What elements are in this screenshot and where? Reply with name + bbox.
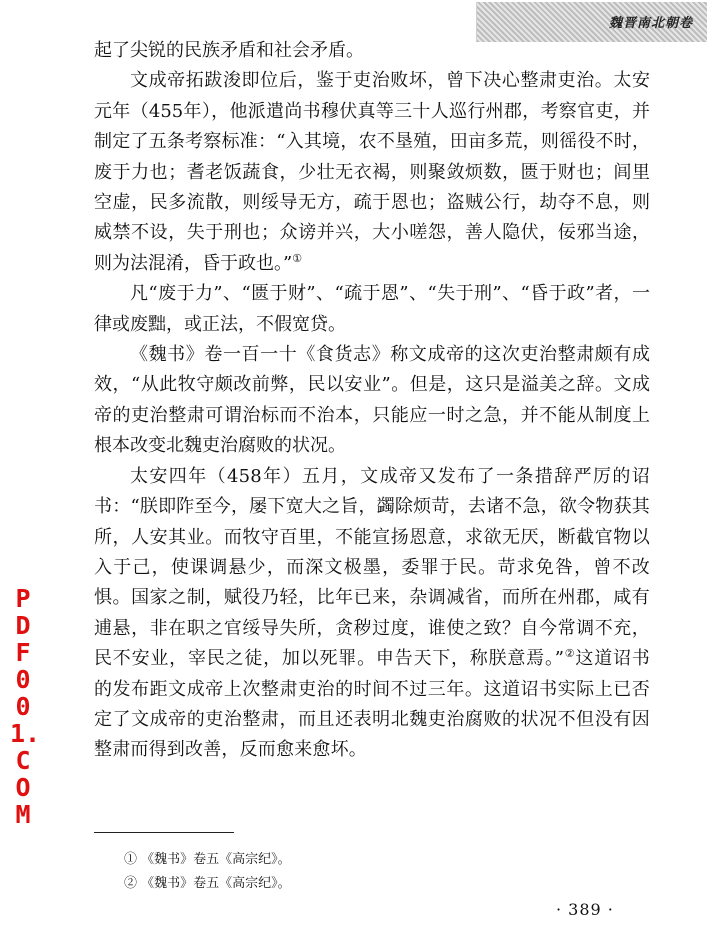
paragraph-purge-455 (94, 66, 650, 279)
footnote-ref-2[interactable]: ② (564, 647, 576, 661)
paragraph-weishu-assessment (94, 340, 650, 462)
footnotes (124, 848, 544, 896)
running-head: 魏晋南北朝卷 (608, 16, 693, 31)
body-text (94, 36, 650, 766)
footnote-divider (94, 832, 234, 833)
paragraph-text: 太安四年（458年）五月，文成帝又发布了一条措辞严厉的诏书：“朕即阼至今，屡下宽大之旨，蠲除烦苛，去诸不急，欲令物获其所，人安其业。而牧守百里，不能宣扬恩意，求欲无厌，断截官物以入于己，使课调悬少，而深文极墨，委罪于民。苛求免咎，曾不改惧。国家之制，赋役乃轻，比年已来，杂调减省，而所在州郡，咸有逋悬，非在职之官绥导失所，贪秽过度，谁使之致？自今常调不充，民不安业，宰民之徒，加以死罪。申告天下，称朕意焉。” (94, 465, 650, 670)
paragraph-punishments (94, 279, 650, 340)
paragraph-text: 起了尖锐的民族矛盾和社会矛盾。 (94, 40, 364, 61)
paragraph-text: 这道诏书的发布距文成帝上次整肃吏治的时间不过三年。这道诏书实际上已否定了文成帝的吏治整肃，而且还表明北魏吏治腐败的状况不但没有因整肃而得到改善，反而愈来愈坏。 (94, 648, 650, 761)
page-number: · 389 · (556, 900, 614, 919)
paragraph-text: 凡“废于力”、“匮于财”、“疏于恩”、“失于刑”、“昏于政”者，一律或废黜，或正法，不假宽贷。 (94, 283, 650, 335)
footnote-2: ② 《魏书》卷五《高宗纪》。 (124, 876, 291, 891)
footnote-1: ① 《魏书》卷五《高宗纪》。 (124, 852, 291, 867)
paragraph-edict-458 (94, 462, 650, 766)
paragraph-text: 《魏书》卷一百一十《食货志》称文成帝的这次吏治整肃颇有成效，“从此牧守颇改前弊，民以安业”。但是，这只是溢美之辞。文成帝的吏治整肃可谓治标而不治本，只能应一时之急，并不能从制度上根本改变北魏吏治腐败的状况。 (94, 344, 650, 457)
paragraph-text: 文成帝拓跋浚即位后，鉴于吏治败坏，曾下决心整肃吏治。太安元年（455年），他派遣尚书穆伏真等三十人巡行州郡，考察官吏，并制定了五条考察标准：“入其境，农不垦殖，田亩多荒，则徭役不时，废于力也；耆老饭蔬食，少壮无衣褐，则聚敛烦数，匮于财也；闾里空虚，民多流散，则绥导无方，疏于恩也；盗贼公行，劫夺不息，则威禁不设，失于刑也；众谤并兴，大小嗟怨，善人隐伏，佞邪当途，则为法混淆，昏于政也。” (94, 70, 650, 274)
paragraph-continuation (94, 36, 650, 66)
watermark: PDF001.COM (10, 584, 41, 829)
footnote-ref-1[interactable]: ① (292, 251, 303, 265)
